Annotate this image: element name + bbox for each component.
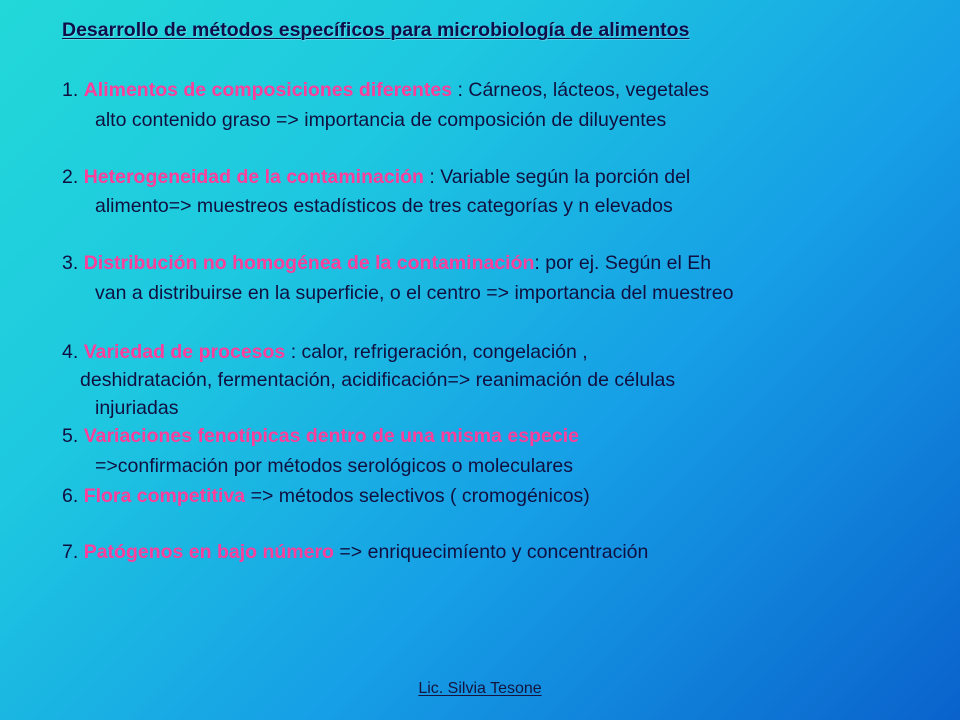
list-item-1-line-1 (62, 78, 709, 102)
item-heading: Variedad de procesos (83, 341, 286, 363)
list-item-7-line-1 (62, 540, 648, 564)
item-heading: Flora competitiva (83, 485, 246, 507)
item-heading: Variaciones fenotípicas dentro de una misma especie (83, 425, 579, 447)
item-heading: Alimentos de composiciones diferentes (83, 79, 453, 101)
list-item-3-line-1 (62, 251, 711, 275)
item-heading: Heterogeneidad de la contaminación (83, 166, 424, 188)
list-item-4-line-3: injuriadas (95, 397, 179, 419)
list-item-2-line-2: alimento=> muestreos estadísticos de tres categorías y n elevados (95, 195, 673, 217)
item-text: => enriquecimíento y concentración (333, 541, 649, 563)
list-item-6-line-1 (62, 484, 590, 508)
slide-title: Desarrollo de métodos específicos para microbiología de alimentos (62, 19, 690, 41)
item-text: : calor, refrigeración, congelación , (285, 341, 588, 363)
list-item-4-line-1 (62, 340, 588, 364)
item-text: : Cárneos, lácteos, vegetales (452, 79, 710, 101)
item-text: : por ej. Según el Eh (534, 252, 712, 274)
slide-footer-author: Lic. Silvia Tesone (418, 680, 542, 697)
list-item-4-line-2: deshidratación, fermentación, acidificación=> reanimación de células (80, 369, 676, 391)
item-number: 4. (62, 341, 84, 363)
item-number: 2. (62, 166, 84, 188)
item-number: 5. (62, 425, 84, 447)
item-heading: Patógenos en bajo número (83, 541, 334, 563)
item-number: 6. (62, 485, 84, 507)
list-item-5-line-1 (62, 424, 579, 448)
item-heading: Distribución no homogénea de la contaminación (83, 252, 535, 274)
list-item-3-line-2: van a distribuirse en la superficie, o el centro => importancia del muestreo (95, 282, 734, 304)
item-number: 3. (62, 252, 84, 274)
list-item-5-line-2: =>confirmación por métodos serológicos o moleculares (95, 455, 573, 477)
item-text: => métodos selectivos ( cromogénicos) (245, 485, 590, 507)
item-number: 1. (62, 79, 84, 101)
list-item-2-line-1 (62, 165, 690, 189)
item-text: : Variable según la porción del (423, 166, 691, 188)
list-item-1-line-2: alto contenido graso => importancia de composición de diluyentes (95, 109, 667, 131)
item-number: 7. (62, 541, 84, 563)
